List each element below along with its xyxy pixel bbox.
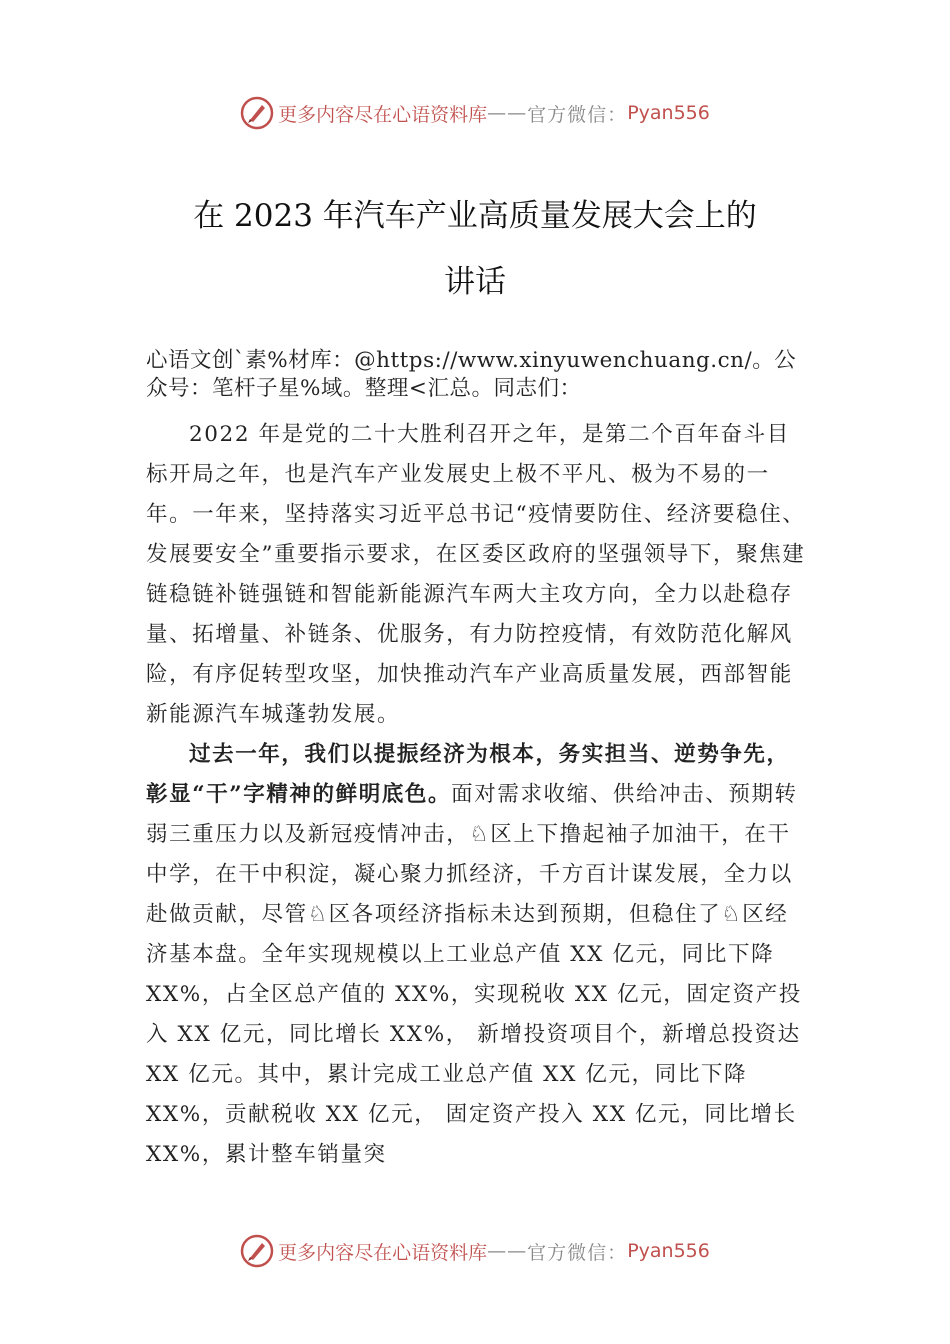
- title-line-2: 讲话: [444, 264, 506, 300]
- document-body: [146, 347, 806, 1175]
- intro-paragraph: 心语文创`素%材库：@https://www.xinyuwenchuang.cn/。公众号：笔杆子星%域。整理<汇总。同志们：: [146, 348, 797, 401]
- footer-wechat-id: Pyan556: [627, 1240, 710, 1262]
- library-logo-icon: [240, 96, 274, 130]
- paragraph-2-text: 面对需求收缩、供给冲击、预期转弱三重压力以及新冠疫情冲击，♘区上下撸起袖子加油干，在干中学，在干中积淀，凝心聚力抓经济，千方百计谋发展，全力以赴做贡献，尽管♘区各项经济指标未达到预期，但稳住了♘区经济基本盘。全年实现规模以上工业总产值 XX 亿元，同比下降 XX%，占全区总产值的 XX%，实现税收 XX 亿元，固定资产投入 XX 亿元，同比增长 XX%， 新增投资项目个，新增总投资达 XX 亿元。其中，累计完成工业总产值 XX 亿元，同比下降 XX%，贡献税收 XX 亿元， 固定资产投入 XX 亿元，同比增长 XX%，累计整车销量突: [146, 782, 802, 1167]
- library-logo-icon: [240, 1234, 274, 1268]
- title-line-1: 在 2023 年汽车产业高质量发展大会上的: [193, 198, 757, 234]
- watermark-footer: [0, 1234, 950, 1268]
- footer-main-text: 更多内容尽在心语资料库: [278, 1241, 488, 1264]
- paragraph-1: 2022 年是党的二十大胜利召开之年，是第二个百年奋斗目标开局之年，也是汽车产业发展史上极不平凡、极为不易的一年。一年来，坚持落实习近平总书记“疫情要防住、经济要稳住、发展要安全”重要指示要求，在区委区政府的坚强领导下，聚焦建链稳链补链强链和智能新能源汽车两大主攻方向，全力以赴稳存量、拓增量、补链条、优服务，有力防控疫情，有效防范化解风险，有序促转型攻坚，加快推动汽车产业高质量发展，西部智能新能源汽车城蓬勃发展。: [146, 422, 806, 727]
- footer-sub-text: 官方微信：: [527, 1241, 628, 1264]
- paragraph-2: [146, 735, 806, 1175]
- document-title: [140, 183, 810, 315]
- watermark-main-text: 更多内容尽在心语资料库: [278, 103, 488, 126]
- watermark-sub-text: 官方微信：: [527, 103, 628, 126]
- watermark-dash: ——: [487, 102, 528, 124]
- paragraph-2-lead: 过去一年，我们以提振经济为根本，务实担当、逆势争先，彰显“干”字精神的鲜明底色。: [146, 742, 790, 807]
- footer-dash: ——: [487, 1240, 528, 1262]
- watermark-wechat-id: Pyan556: [627, 102, 710, 124]
- watermark-header: [0, 96, 950, 130]
